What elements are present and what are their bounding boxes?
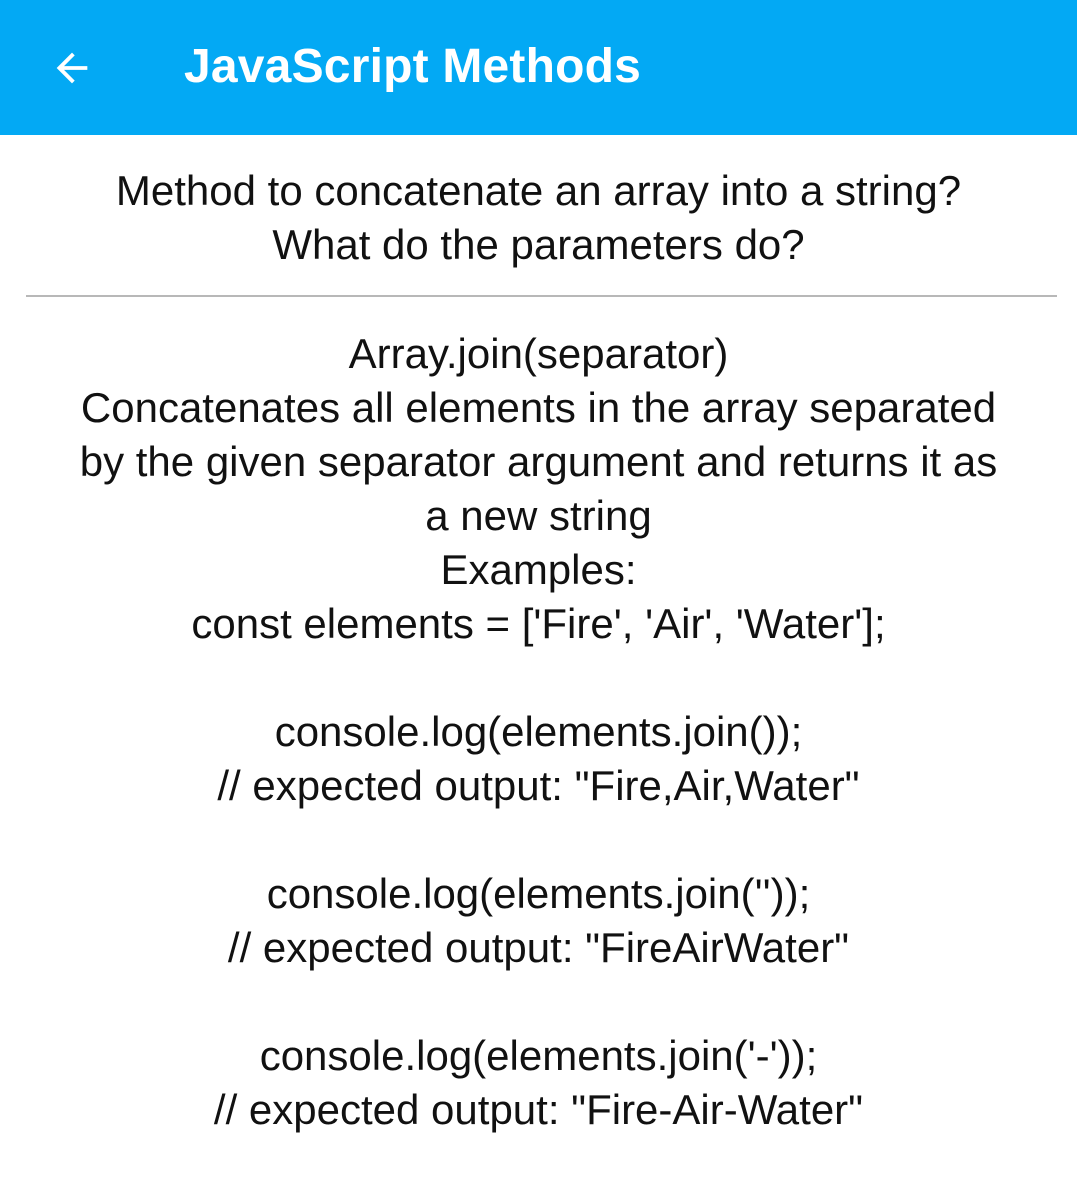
code-comment-line: // expected output: "FireAirWater" <box>227 924 850 971</box>
back-button[interactable] <box>44 40 100 96</box>
app-bar <box>0 0 1077 135</box>
blank-line <box>0 975 1077 1029</box>
answer-line: Examples: <box>440 546 637 593</box>
code-line: console.log(elements.join('-')); <box>259 1032 818 1079</box>
question-line: Method to concatenate an array into a string? <box>115 167 962 214</box>
blank-line <box>0 651 1077 705</box>
code-comment-line: // expected output: "Fire-Air-Water" <box>213 1086 864 1133</box>
answer-line: by the given separator argument and returns it as <box>79 438 998 485</box>
code-line: const elements = ['Fire', 'Air', 'Water']; <box>191 600 886 647</box>
question-text <box>0 164 1077 272</box>
answer-text <box>0 327 1077 1137</box>
question-line: What do the parameters do? <box>272 221 805 268</box>
page-title: JavaScript Methods <box>184 40 642 93</box>
code-comment-line: // expected output: "Fire,Air,Water" <box>217 762 860 809</box>
code-line: console.log(elements.join('')); <box>266 870 811 917</box>
divider <box>26 295 1057 297</box>
answer-line: Concatenates all elements in the array separated <box>80 384 997 431</box>
answer-line: Array.join(separator) <box>348 330 729 377</box>
answer-line: a new string <box>425 492 652 539</box>
arrow-left-icon <box>49 45 95 91</box>
code-line: console.log(elements.join()); <box>274 708 803 755</box>
blank-line <box>0 813 1077 867</box>
